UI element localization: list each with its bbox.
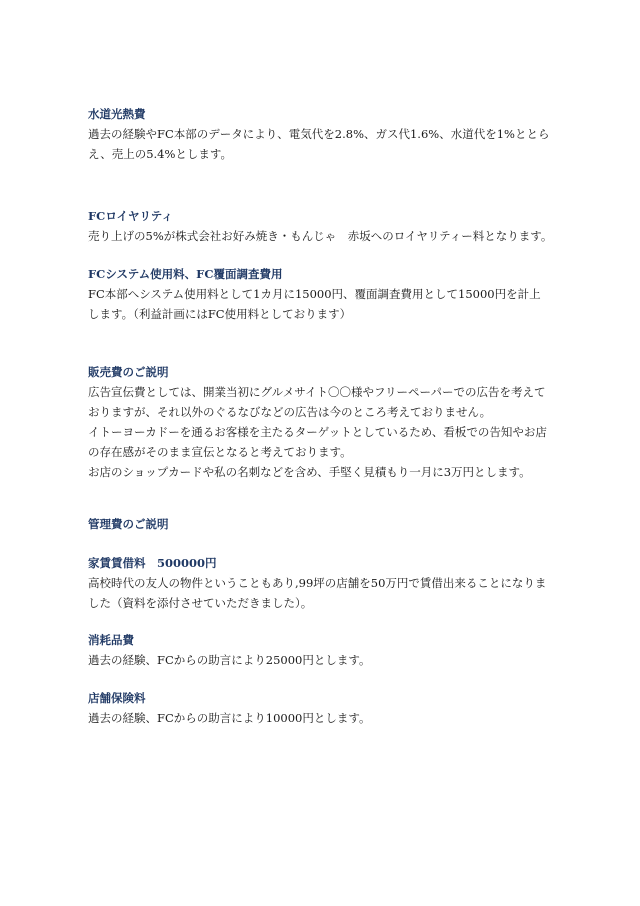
section-heading: FCロイヤリティ bbox=[88, 209, 173, 223]
section-heading: 店舗保険料 bbox=[88, 691, 146, 705]
body-line: します。（利益計画にはFC使用料としております） bbox=[88, 307, 352, 321]
body-line: 過去の経験やFC本部のデータにより、電気代を2.8%、ガス代1.6%、水道代を1%ととら bbox=[88, 127, 550, 141]
section-admin-expenses bbox=[88, 514, 568, 534]
body-line: え、売上の5.4%とします。 bbox=[88, 147, 232, 161]
body-line: 過去の経験、FCからの助言により25000円とします。 bbox=[88, 653, 371, 667]
section-heading: 販売費のご説明 bbox=[88, 365, 169, 379]
section-supplies bbox=[88, 630, 568, 670]
section-fc-system-fee bbox=[88, 264, 568, 324]
section-heading: 家賃賃借料 500000円 bbox=[88, 556, 217, 570]
body-line: イトーヨーカドーを通るお客様を主たるターゲットとしているため、看板での告知やお店 bbox=[88, 425, 547, 439]
section-store-insurance bbox=[88, 688, 568, 728]
body-line: 売り上げの5%が株式会社お好み焼き・もんじゃ 赤坂へのロイヤリティー料となります。 bbox=[88, 229, 553, 243]
body-line: の存在感がそのまま宣伝となると考えております。 bbox=[88, 445, 352, 459]
section-fc-royalty bbox=[88, 206, 568, 246]
section-sales-expenses bbox=[88, 362, 568, 482]
body-line: 広告宣伝費としては、開業当初にグルメサイト〇〇様やフリーペーパーでの広告を考えて bbox=[88, 385, 546, 399]
body-line: 過去の経験、FCからの助言により10000円とします。 bbox=[88, 711, 371, 725]
section-heading: 水道光熱費 bbox=[88, 107, 146, 121]
body-line: おりますが、それ以外のぐるなびなどの広告は今のところ考えておりません。 bbox=[88, 405, 492, 419]
section-heading: 消耗品費 bbox=[88, 633, 134, 647]
section-utilities bbox=[88, 104, 568, 164]
section-heading: 管理費のご説明 bbox=[88, 517, 169, 531]
body-line: 高校時代の友人の物件ということもあり,99坪の店舗を50万円で賃借出来ることになりま bbox=[88, 576, 547, 590]
body-line: した（資料を添付させていただきました）。 bbox=[88, 596, 313, 610]
body-line: お店のショップカードや私の名刺などを含め、手堅く見積もり一月に3万円とします。 bbox=[88, 465, 531, 479]
body-line: FC本部へシステム使用料として1カ月に15000円、覆面調査費用として15000円を計上 bbox=[88, 287, 541, 301]
section-heading: FCシステム使用料、FC覆面調査費用 bbox=[88, 267, 283, 281]
section-rent bbox=[88, 553, 568, 613]
